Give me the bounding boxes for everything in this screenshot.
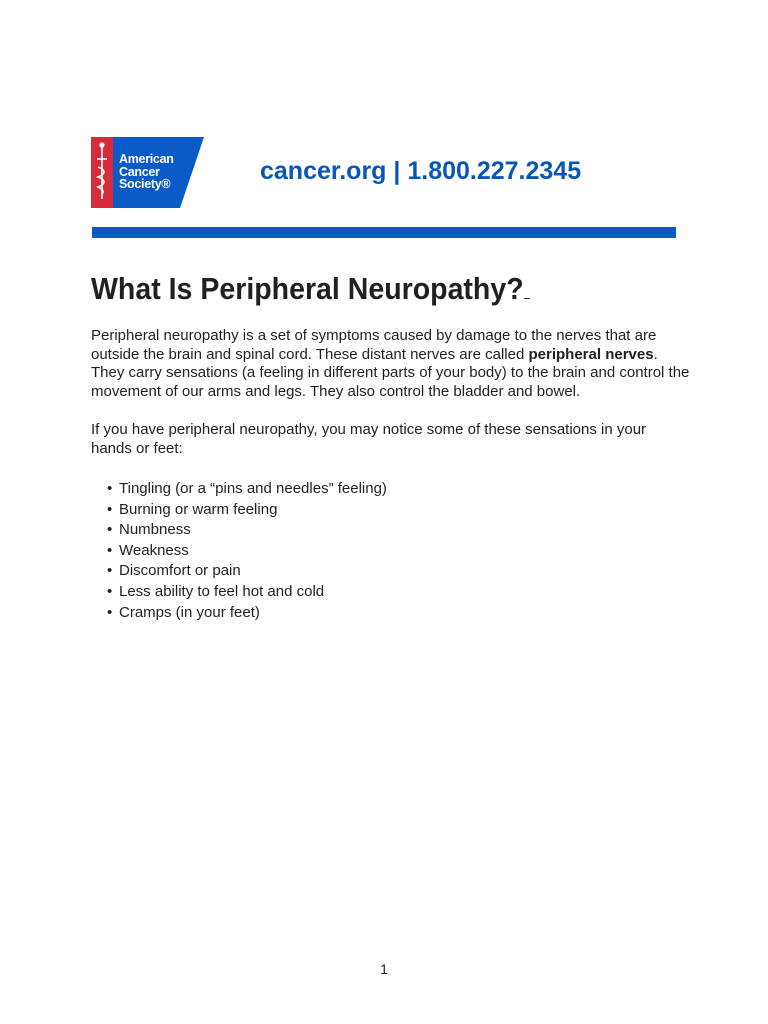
page-number: 1 (380, 961, 388, 977)
intro-text-after: . They carry sensations (a feeling in different parts of your body) to the brain and control the movement of our arms and legs. They also control the bladder and bowel. (91, 345, 690, 400)
logo-line-3: Society® (119, 177, 171, 191)
list-item: • Numbness (107, 520, 387, 541)
list-item: • Discomfort or pain (107, 561, 387, 582)
list-item: • Weakness (107, 541, 387, 562)
list-item: • Burning or warm feeling (107, 500, 387, 521)
list-item: • Cramps (in your feet) (107, 603, 387, 624)
header-divider (92, 227, 676, 238)
contact-info: cancer.org | 1.800.227.2345 (260, 157, 582, 185)
list-item: • Tingling (or a “pins and needles” feeling) (107, 479, 387, 500)
page-title (91, 271, 530, 307)
list-item: • Less ability to feel hot and cold (107, 582, 387, 603)
title-underline-mark (525, 298, 531, 299)
intro-text-before: Peripheral neuropathy is a set of symptoms caused by damage to the nerves that are outside the brain and spinal cord. These distant nerves are called (91, 327, 657, 363)
logo-line-2: Cancer (119, 164, 160, 179)
sensations-paragraph: If you have peripheral neuropathy, you may notice some of these sensations in your hands or feet: (91, 421, 647, 457)
intro-paragraph (91, 327, 691, 401)
logo-wordmark (119, 153, 174, 191)
symptom-list (107, 479, 387, 623)
intro-bold-term: peripheral nerves (528, 345, 654, 363)
logo-line-1: American (119, 152, 174, 166)
american-cancer-society-logo (91, 137, 204, 208)
page-title-text: What Is Peripheral Neuropathy? (91, 271, 524, 306)
